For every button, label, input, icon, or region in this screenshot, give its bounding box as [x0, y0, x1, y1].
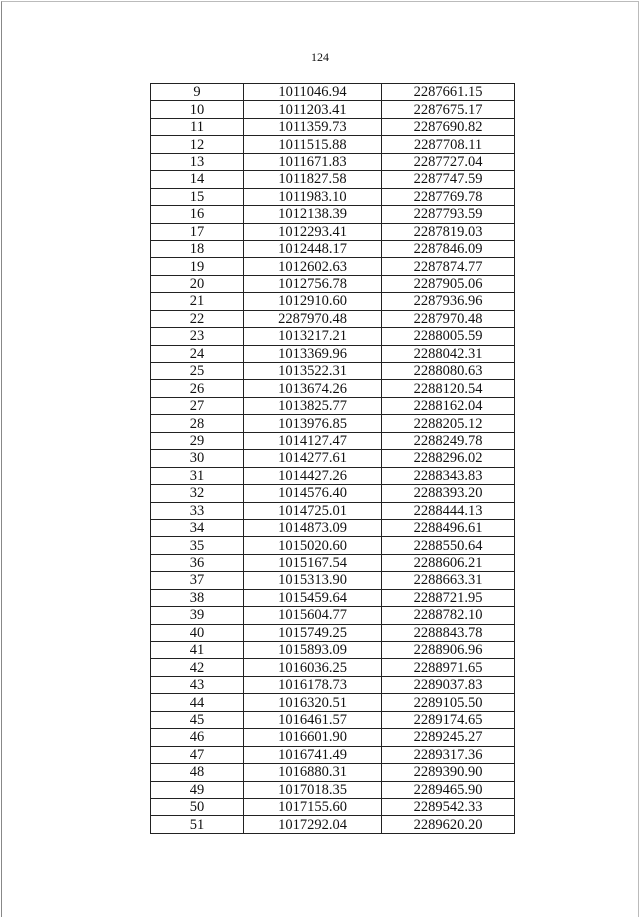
- table-row: [151, 345, 515, 362]
- y-coordinate-cell: 2288496.61: [382, 519, 515, 536]
- x-coordinate-cell: 1017018.35: [244, 781, 382, 798]
- table-row: [151, 415, 515, 432]
- x-coordinate-cell: 1015313.90: [244, 572, 382, 589]
- x-coordinate-cell: 1012293.41: [244, 223, 382, 240]
- table-row: [151, 397, 515, 414]
- x-coordinate-cell: 1014427.26: [244, 467, 382, 484]
- y-coordinate-cell: 2288005.59: [382, 328, 515, 345]
- point-number-cell: 42: [151, 659, 244, 676]
- x-coordinate-cell: 1016178.73: [244, 676, 382, 693]
- table-row: [151, 502, 515, 519]
- point-number-cell: 48: [151, 764, 244, 781]
- point-number-cell: 32: [151, 485, 244, 502]
- point-number-cell: 45: [151, 711, 244, 728]
- point-number-cell: 29: [151, 432, 244, 449]
- table-row: [151, 188, 515, 205]
- point-number-cell: 51: [151, 816, 244, 833]
- y-coordinate-cell: 2288296.02: [382, 450, 515, 467]
- y-coordinate-cell: 2288782.10: [382, 607, 515, 624]
- y-coordinate-cell: 2287661.15: [382, 84, 515, 101]
- x-coordinate-cell: 1011671.83: [244, 153, 382, 170]
- point-number-cell: 37: [151, 572, 244, 589]
- table-row: [151, 642, 515, 659]
- y-coordinate-cell: 2288906.96: [382, 642, 515, 659]
- y-coordinate-cell: 2288080.63: [382, 363, 515, 380]
- x-coordinate-cell: 1012602.63: [244, 258, 382, 275]
- y-coordinate-cell: 2289390.90: [382, 764, 515, 781]
- table-row: [151, 432, 515, 449]
- table-row: [151, 519, 515, 536]
- y-coordinate-cell: 2287675.17: [382, 101, 515, 118]
- table-row: [151, 363, 515, 380]
- table-row: [151, 676, 515, 693]
- point-number-cell: 47: [151, 746, 244, 763]
- y-coordinate-cell: 2288120.54: [382, 380, 515, 397]
- x-coordinate-cell: 1011515.88: [244, 136, 382, 153]
- coordinates-table-body: [151, 84, 515, 834]
- point-number-cell: 12: [151, 136, 244, 153]
- x-coordinate-cell: 1014277.61: [244, 450, 382, 467]
- point-number-cell: 15: [151, 188, 244, 205]
- table-row: [151, 764, 515, 781]
- table-row: [151, 467, 515, 484]
- table-row: [151, 554, 515, 571]
- y-coordinate-cell: 2288663.31: [382, 572, 515, 589]
- x-coordinate-cell: 1015604.77: [244, 607, 382, 624]
- y-coordinate-cell: 2287819.03: [382, 223, 515, 240]
- x-coordinate-cell: 1016461.57: [244, 711, 382, 728]
- x-coordinate-cell: 1015020.60: [244, 537, 382, 554]
- point-number-cell: 43: [151, 676, 244, 693]
- y-coordinate-cell: 2289620.20: [382, 816, 515, 833]
- coordinates-table: [150, 83, 515, 834]
- x-coordinate-cell: 1014576.40: [244, 485, 382, 502]
- y-coordinate-cell: 2287905.06: [382, 275, 515, 292]
- table-row: [151, 328, 515, 345]
- x-coordinate-cell: 1015459.64: [244, 589, 382, 606]
- y-coordinate-cell: 2287793.59: [382, 206, 515, 223]
- x-coordinate-cell: 1011983.10: [244, 188, 382, 205]
- table-row: [151, 171, 515, 188]
- point-number-cell: 39: [151, 607, 244, 624]
- x-coordinate-cell: 1016601.90: [244, 729, 382, 746]
- point-number-cell: 46: [151, 729, 244, 746]
- x-coordinate-cell: 1016880.31: [244, 764, 382, 781]
- x-coordinate-cell: 1011046.94: [244, 84, 382, 101]
- y-coordinate-cell: 2287690.82: [382, 118, 515, 135]
- x-coordinate-cell: 1013369.96: [244, 345, 382, 362]
- x-coordinate-cell: 1015893.09: [244, 642, 382, 659]
- point-number-cell: 14: [151, 171, 244, 188]
- point-number-cell: 11: [151, 118, 244, 135]
- x-coordinate-cell: 1015749.25: [244, 624, 382, 641]
- table-row: [151, 136, 515, 153]
- point-number-cell: 30: [151, 450, 244, 467]
- point-number-cell: 10: [151, 101, 244, 118]
- y-coordinate-cell: 2288343.83: [382, 467, 515, 484]
- y-coordinate-cell: 2287708.11: [382, 136, 515, 153]
- y-coordinate-cell: 2289174.65: [382, 711, 515, 728]
- y-coordinate-cell: 2288843.78: [382, 624, 515, 641]
- x-coordinate-cell: 1013825.77: [244, 397, 382, 414]
- point-number-cell: 34: [151, 519, 244, 536]
- point-number-cell: 9: [151, 84, 244, 101]
- table-row: [151, 153, 515, 170]
- x-coordinate-cell: 1013217.21: [244, 328, 382, 345]
- point-number-cell: 33: [151, 502, 244, 519]
- y-coordinate-cell: 2289105.50: [382, 694, 515, 711]
- x-coordinate-cell: 1016320.51: [244, 694, 382, 711]
- table-row: [151, 258, 515, 275]
- table-row: [151, 694, 515, 711]
- table-row: [151, 537, 515, 554]
- y-coordinate-cell: 2287747.59: [382, 171, 515, 188]
- table-row: [151, 607, 515, 624]
- x-coordinate-cell: 1012138.39: [244, 206, 382, 223]
- x-coordinate-cell: 1012448.17: [244, 240, 382, 257]
- point-number-cell: 16: [151, 206, 244, 223]
- x-coordinate-cell: 1011359.73: [244, 118, 382, 135]
- x-coordinate-cell: 1014725.01: [244, 502, 382, 519]
- y-coordinate-cell: 2288606.21: [382, 554, 515, 571]
- x-coordinate-cell: 1017155.60: [244, 798, 382, 815]
- y-coordinate-cell: 2287846.09: [382, 240, 515, 257]
- point-number-cell: 18: [151, 240, 244, 257]
- page-number: 124: [311, 50, 329, 64]
- table-row: [151, 746, 515, 763]
- table-row: [151, 485, 515, 502]
- x-coordinate-cell: 1011827.58: [244, 171, 382, 188]
- table-row: [151, 816, 515, 833]
- point-number-cell: 31: [151, 467, 244, 484]
- table-row: [151, 240, 515, 257]
- y-coordinate-cell: 2288205.12: [382, 415, 515, 432]
- table-row: [151, 293, 515, 310]
- point-number-cell: 21: [151, 293, 244, 310]
- point-number-cell: 40: [151, 624, 244, 641]
- table-row: [151, 781, 515, 798]
- table-row: [151, 450, 515, 467]
- point-number-cell: 17: [151, 223, 244, 240]
- table-row: [151, 624, 515, 641]
- x-coordinate-cell: 1013976.85: [244, 415, 382, 432]
- x-coordinate-cell: 1016036.25: [244, 659, 382, 676]
- y-coordinate-cell: 2288042.31: [382, 345, 515, 362]
- point-number-cell: 38: [151, 589, 244, 606]
- point-number-cell: 41: [151, 642, 244, 659]
- table-row: [151, 84, 515, 101]
- y-coordinate-cell: 2289245.27: [382, 729, 515, 746]
- table-row: [151, 275, 515, 292]
- y-coordinate-cell: 2289037.83: [382, 676, 515, 693]
- y-coordinate-cell: 2288444.13: [382, 502, 515, 519]
- x-coordinate-cell: 1011203.41: [244, 101, 382, 118]
- table-row: [151, 206, 515, 223]
- x-coordinate-cell: 1013522.31: [244, 363, 382, 380]
- y-coordinate-cell: 2287727.04: [382, 153, 515, 170]
- point-number-cell: 26: [151, 380, 244, 397]
- point-number-cell: 49: [151, 781, 244, 798]
- point-number-cell: 13: [151, 153, 244, 170]
- table-row: [151, 223, 515, 240]
- point-number-cell: 25: [151, 363, 244, 380]
- table-row: [151, 711, 515, 728]
- point-number-cell: 20: [151, 275, 244, 292]
- point-number-cell: 19: [151, 258, 244, 275]
- x-coordinate-cell: 1015167.54: [244, 554, 382, 571]
- point-number-cell: 23: [151, 328, 244, 345]
- table-row: [151, 798, 515, 815]
- point-number-cell: 35: [151, 537, 244, 554]
- y-coordinate-cell: 2288249.78: [382, 432, 515, 449]
- y-coordinate-cell: 2287874.77: [382, 258, 515, 275]
- y-coordinate-cell: 2288393.20: [382, 485, 515, 502]
- y-coordinate-cell: 2288971.65: [382, 659, 515, 676]
- x-coordinate-cell: 1017292.04: [244, 816, 382, 833]
- x-coordinate-cell: 1012756.78: [244, 275, 382, 292]
- y-coordinate-cell: 2287970.48: [382, 310, 515, 327]
- table-row: [151, 589, 515, 606]
- y-coordinate-cell: 2289317.36: [382, 746, 515, 763]
- point-number-cell: 27: [151, 397, 244, 414]
- point-number-cell: 50: [151, 798, 244, 815]
- y-coordinate-cell: 2289542.33: [382, 798, 515, 815]
- table-row: [151, 729, 515, 746]
- table-row: [151, 572, 515, 589]
- x-coordinate-cell: 1013674.26: [244, 380, 382, 397]
- table-row: [151, 118, 515, 135]
- y-coordinate-cell: 2288162.04: [382, 397, 515, 414]
- x-coordinate-cell: 2287970.48: [244, 310, 382, 327]
- point-number-cell: 24: [151, 345, 244, 362]
- y-coordinate-cell: 2288550.64: [382, 537, 515, 554]
- point-number-cell: 28: [151, 415, 244, 432]
- point-number-cell: 22: [151, 310, 244, 327]
- point-number-cell: 36: [151, 554, 244, 571]
- point-number-cell: 44: [151, 694, 244, 711]
- x-coordinate-cell: 1014127.47: [244, 432, 382, 449]
- x-coordinate-cell: 1016741.49: [244, 746, 382, 763]
- y-coordinate-cell: 2287769.78: [382, 188, 515, 205]
- x-coordinate-cell: 1014873.09: [244, 519, 382, 536]
- y-coordinate-cell: 2289465.90: [382, 781, 515, 798]
- y-coordinate-cell: 2287936.96: [382, 293, 515, 310]
- x-coordinate-cell: 1012910.60: [244, 293, 382, 310]
- table-row: [151, 659, 515, 676]
- table-row: [151, 101, 515, 118]
- table-row: [151, 310, 515, 327]
- table-row: [151, 380, 515, 397]
- y-coordinate-cell: 2288721.95: [382, 589, 515, 606]
